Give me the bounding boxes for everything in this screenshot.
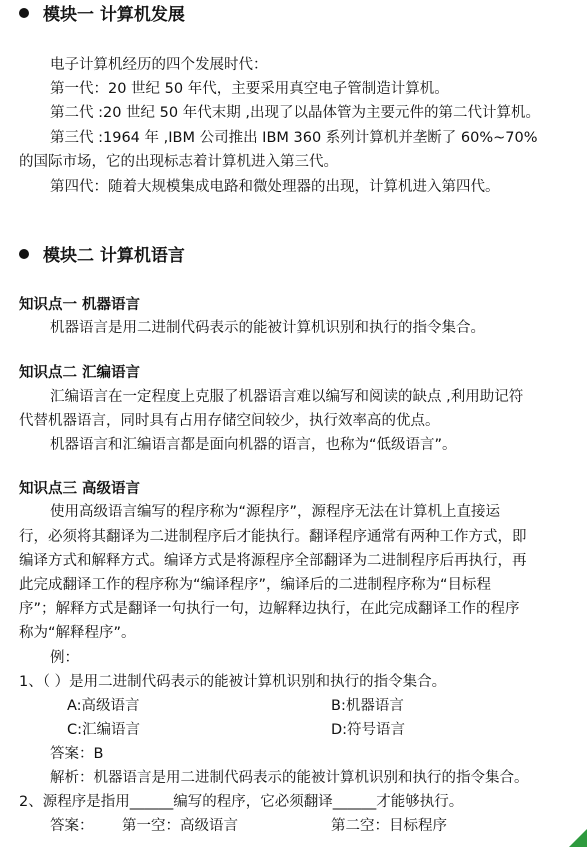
question-2: 2、源程序是指用______编写的程序，它必须翻译______才能够执行。 — [19, 794, 464, 810]
answer-2-blank1: 第一空：高级语言 — [122, 818, 238, 834]
bullet-icon — [19, 249, 29, 259]
module1-intro: 电子计算机经历的四个发展时代： — [50, 57, 268, 73]
gen3-text-line1: 第三代 :1964 年 ,IBM 公司推出 IBM 360 系列计算机并垄断了 60%~70% — [50, 130, 538, 146]
module2-title: 模块二 计算机语言 — [43, 246, 185, 266]
kp2-title: 知识点二 汇编语言 — [19, 365, 141, 381]
module1-title: 模块一 计算机发展 — [43, 5, 185, 25]
answer-2-label: 答案： — [50, 818, 94, 834]
kp3-line3: 编译方式和解释方式。编译方式是将源程序全部翻译为二进制程序后再执行，再 — [19, 553, 527, 569]
kp1-text: 机器语言是用二进制代码表示的能被计算机识别和执行的指令集合。 — [50, 320, 485, 336]
gen3-text-line2: 的国际市场，它的出现标志着计算机进入第三代。 — [19, 154, 338, 170]
kp3-line5: 序”；解释方式是翻译一句执行一句，边解释边执行，在此完成翻译工作的程序 — [19, 601, 520, 617]
kp2-line2: 代替机器语言，同时具有占用存储空间较少，执行效率高的优点。 — [19, 413, 440, 429]
answer-1: 答案：B — [50, 746, 104, 762]
gen4-text: 第四代：随着大规模集成电路和微处理器的出现，计算机进入第四代。 — [50, 179, 500, 195]
kp2-line3: 机器语言和汇编语言都是面向机器的语言，也称为“低级语言”。 — [50, 437, 457, 453]
kp3-line2: 行，必须将其翻译为二进制程序后才能执行。翻译程序通常有两种工作方式，即 — [19, 529, 527, 545]
module1-heading — [19, 4, 185, 26]
answer-2-blank2: 第二空：目标程序 — [331, 818, 447, 834]
kp3-line1: 使用高级语言编写的程序称为“源程序”，源程序无法在计算机上直接运 — [50, 504, 501, 520]
example-label: 例： — [50, 650, 79, 666]
analysis-1: 解析：机器语言是用二进制代码表示的能被计算机识别和执行的指令集合。 — [50, 770, 529, 786]
option-a: A:高级语言 — [67, 698, 140, 714]
kp1-title: 知识点一 机器语言 — [19, 297, 141, 313]
bullet-icon — [19, 8, 29, 18]
corner-accent — [569, 829, 587, 847]
kp3-title: 知识点三 高级语言 — [19, 481, 141, 497]
option-b: B:机器语言 — [331, 698, 404, 714]
question-1: 1、（ ）是用二进制代码表示的能被计算机识别和执行的指令集合。 — [19, 674, 447, 690]
option-c: C:汇编语言 — [67, 722, 141, 738]
gen1-text: 第一代：20 世纪 50 年代，主要采用真空电子管制造计算机。 — [50, 81, 449, 97]
kp3-line4: 此完成翻译工作的程序称为“编译程序”，编译后的二进制程序称为“目标程 — [19, 577, 492, 593]
option-d: D:符号语言 — [331, 722, 406, 738]
gen2-text: 第二代 :20 世纪 50 年代末期 ,出现了以晶体管为主要元件的第二代计算机。 — [50, 105, 540, 121]
module2-heading — [19, 245, 185, 267]
kp2-line1: 汇编语言在一定程度上克服了机器语言难以编写和阅读的缺点 ,利用助记符 — [50, 389, 524, 405]
kp3-line6: 称为“解释程序”。 — [19, 625, 136, 641]
